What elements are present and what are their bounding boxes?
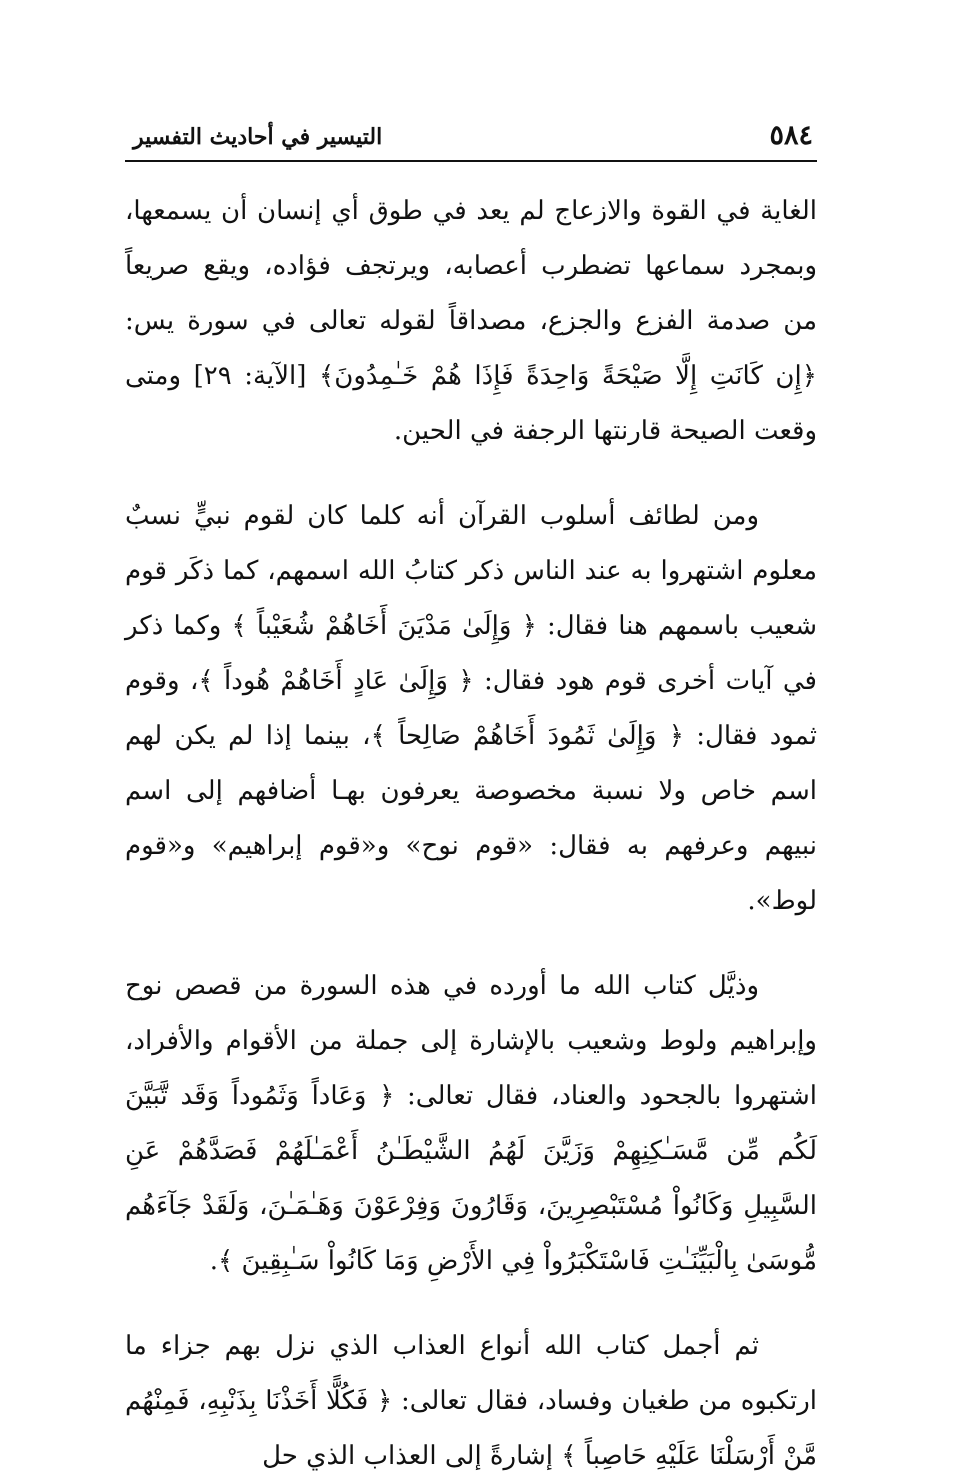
page-body — [125, 184, 817, 1484]
paragraph-3: وذيَّل كتاب الله ما أورده في هذه السورة من قصص نوح وإبراهيم ولوط وشعيب بالإشارة إلى جملة من الأقوام والأفراد، اشتهروا بالجحود والعناد، فقال تعالى: ﴿ وَعَاداً وَثَمُوداً وَقَد تَّبَيَّنَ لَكُم مِّن مَّسَـٰكِنِهِمْ وَزَيَّنَ لَهُمُ الشَّيْطَـٰنُ أَعْمَـٰلَهُمْ فَصَدَّهُمْ عَنِ السَّبِيلِ وَكَانُواْ مُسْتَبْصِرِينَ، وَقَارُونَ وَفِرْعَوْنَ وَهَـٰمَـٰنَ، وَلَقَدْ جَآءَهُم مُّوسَىٰ بِالْبَيِّنَـٰتِ فَاسْتَكْبَرُواْ فِي الأَرْضِ وَمَا كَانُواْ سَـٰبِقِينَ ﴾. — [125, 971, 817, 1276]
page-number: ٥٨٤ — [769, 120, 813, 151]
book-title: التيسير في أحاديث التفسير — [133, 124, 383, 150]
page-header — [125, 118, 817, 162]
paragraph-1: الغاية في القوة والازعاج لم يعد في طوق أي إنسان أن يسمعها، وبمجرد سماعها تضطرب أعصابه، ويرتجف فؤاده، ويقع صريعاً من صدمة الفزع والجزع، مصداقاً لقوله تعالى في سورة يس: ﴿إِن كَانَتِ إِلَّا صَيْحَةً وَاحِدَةً فَإِذَا هُمْ خَـٰمِدُونَ﴾ [الآية: ٢٩] ومتى وقعت الصيحة قارنتها الرجفة في الحين. — [125, 196, 817, 446]
paragraph-4: ثم أجمل كتاب الله أنواع العذاب الذي نزل بهم جزاء ما ارتكبوه من طغيان وفساد، فقال تعالى: ﴿ فَكُلًّا أَخَذْنَا بِذَنْبِهِ، فَمِنْهُم مَّنْ أَرْسَلْنَا عَلَيْهِ حَاصِباً ﴾ إشارةً إلى العذاب الذي حل — [125, 1331, 817, 1471]
paragraph-2: ومن لطائف أسلوب القرآن أنه كلما كان لقوم نبيٍّ نسبٌ معلوم اشتهروا به عند الناس ذكر كتابُ الله اسمهم، كما ذكَر قوم شعيب باسمهم هنا فقال: ﴿ وَإِلَىٰ مَدْيَنَ أَخَاهُمْ شُعَيْباً ﴾ وكما ذكر في آيات أخرى قوم هود فقال: ﴿ وَإِلَىٰ عَادٍ أَخَاهُمْ هُوداً ﴾، وقوم ثمود فقال: ﴿ وَإِلَىٰ ثَمُودَ أَخَاهُمْ صَالِحاً ﴾، بينما إذا لم يكن لهم اسم خاص ولا نسبة مخصوصة يعرفون بهـا أضافهم إلى اسم نبيهم وعرفهم به فقال: «قوم نوح» و«قوم إبراهيم» و«قوم لوط». — [125, 501, 817, 916]
